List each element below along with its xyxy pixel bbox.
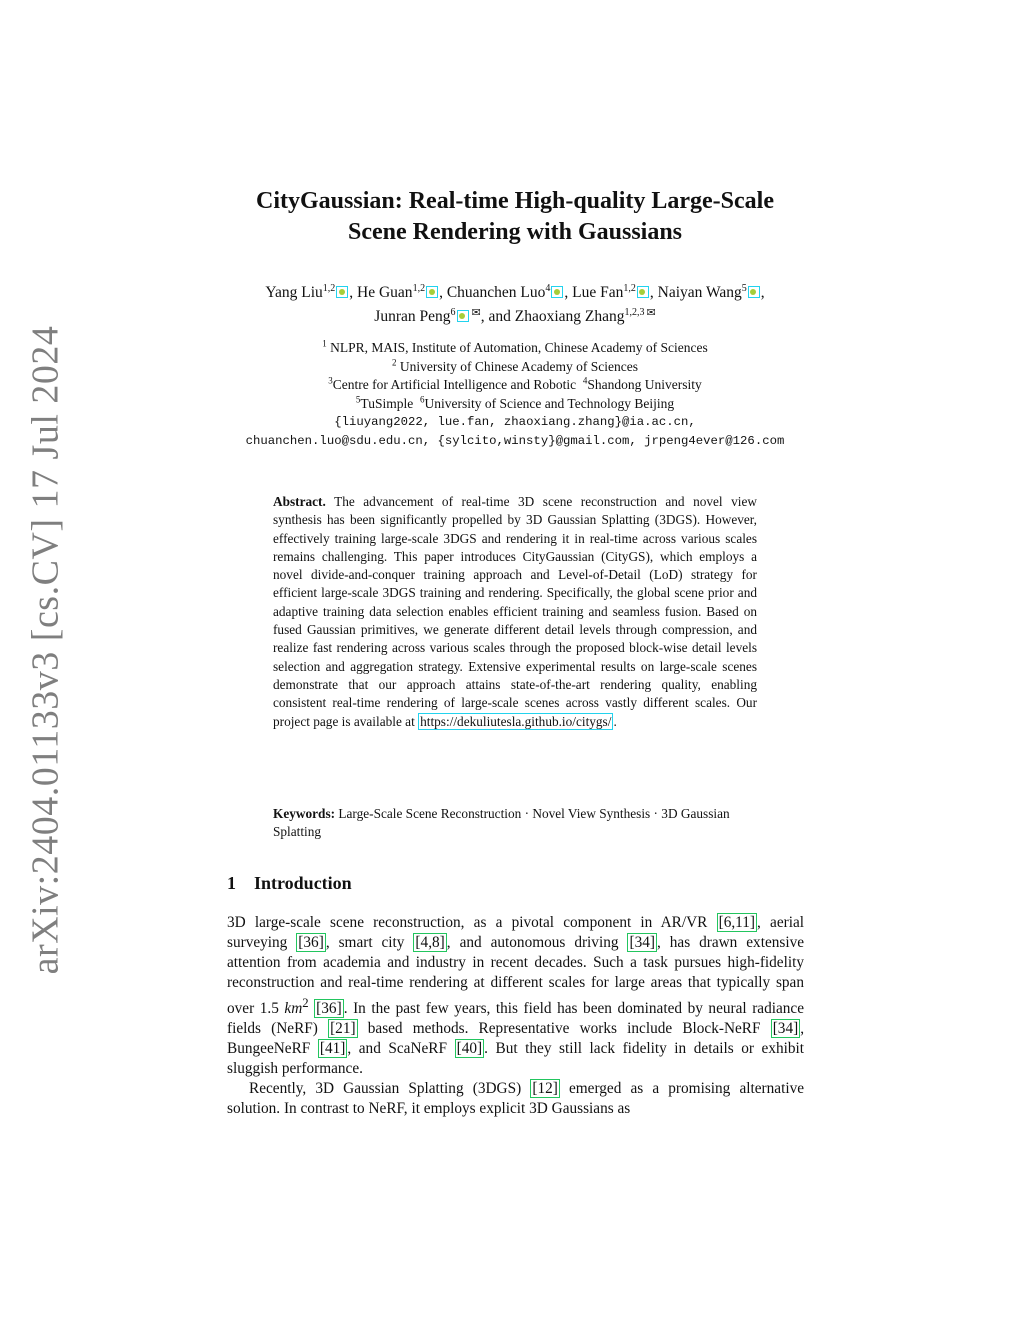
paper-title — [200, 186, 830, 248]
abstract-text: The advancement of real-time 3D scene reconstruction and novel view synthesis has been significantly propelled by 3D Gaussian Splatting (3DGS). However, effectively training large-scale 3DGS and rendering it in real-time across various scales remains challenging. This paper introduces CityGaussian (CityGS), which employs a novel divide-and-conquer training approach and Level-of-Detail (LoD) strategy for efficient large-scale 3DGS training and rendering. Specifically, the global scene prior and adaptive training data selection enables efficient training and seamless fusion. Based on fused Gaussian primitives, we generate different detail levels through compression, and realize fast rendering across various scales through the proposed block-wise detail levels selection and aggregation strategy. Extensive experimental results on large-scale scenes demonstrate that our approach attains state-of-the-art rendering quality, enabling consistent real-time rendering of large-scale scenes across vastly different scales. Our project page is available at — [273, 494, 757, 729]
email-line: chuanchen.luo@sdu.edu.cn, {sylcito,winsty}@gmail.com, jrpeng4ever@126.com — [245, 433, 785, 448]
title-line-2: Scene Rendering with Gaussians — [347, 219, 683, 245]
unit-exponent: 2 — [302, 996, 309, 1010]
affiliation-text: University of Chinese Academy of Sciences — [399, 358, 638, 374]
citation-number: 41 — [324, 1040, 341, 1058]
affiliation-marker: 3 — [328, 375, 333, 386]
author-line-1: Yang Liu$^{1,2}$ , He Guan$^{1,2}$ , Chuanchen Luo$^4$ , Lue Fan$^{1,2}$ , Naiyan Wang$^5$ , — [265, 282, 765, 301]
affiliation-text: Shandong University — [587, 377, 702, 392]
citation-number: 40 — [461, 1040, 477, 1058]
body-text-span: and ScaNeRF — [358, 1040, 448, 1058]
abstract-period: . — [613, 713, 617, 729]
author-name: He Guan — [357, 284, 413, 301]
citation-number: 34 — [634, 934, 650, 951]
affiliation-marker: 5 — [355, 394, 361, 404]
paragraph: 3D large-scale scene reconstruction, as a pivotal component in AR/VR [6,11] , aerial surveying [36] , smart city [4,8] , and autonomous driving [34] , has drawn extensive attention from academia and industry in recent decades. Such a task pursues high-fidelity reconstruction and real-time rendering at different scales for large areas that typically span over 1.5 $km^2$ [36] . In the past few years, this field has been dominated by neural radiance fields (NeRF) [21] based methods. Representative works include Block-NeRF [34] , BungeeNeRF [41] , and ScaNeRF [40] . But they still lack fidelity in details or exhibit sluggish performance. — [227, 914, 805, 1078]
orcid-icon[interactable] — [426, 286, 438, 298]
introduction-body — [227, 913, 804, 1119]
keywords-label: Keywords: — [273, 806, 336, 821]
author-affiliation-marker: 1,2 — [412, 282, 426, 294]
affiliation-marker: 1 — [322, 338, 327, 349]
unit-km: km — [284, 1000, 303, 1018]
author-name: Naiyan Wang — [657, 284, 742, 301]
citation-link[interactable]: [34] — [772, 1020, 799, 1038]
body-text-span: 3D large-scale scene reconstruction, as a pivotal component in AR/VR — [227, 914, 708, 931]
body-text-span: emerged as a promising alternative solution. In contrast to NeRF, it employs explicit 3D Gaussians as — [227, 1080, 805, 1118]
keywords-text: Large-Scale Scene Reconstruction · Novel View Synthesis · 3D Gaussian Splatting — [273, 806, 730, 840]
citation-link[interactable]: [41] — [319, 1040, 346, 1058]
author-affiliation-marker: 1,2,3 — [624, 306, 645, 318]
section-title: Introduction — [254, 873, 352, 893]
project-page-link[interactable]: https://dekuliutesla.github.io/citygs/ — [420, 713, 612, 729]
affiliation-text: NLPR, MAIS, Institute of Automation, Chinese Academy of Sciences — [330, 340, 708, 355]
author-name: Chuanchen Luo — [446, 284, 546, 301]
citation-number: 11 — [735, 914, 750, 931]
envelope-icon: ✉ — [646, 307, 656, 319]
affiliation-text: TuSimple — [360, 395, 414, 411]
keywords — [273, 805, 757, 842]
citation-link[interactable]: [12] — [532, 1080, 558, 1098]
affiliation-marker: 4 — [582, 375, 588, 386]
author-name: Yang Liu — [265, 284, 323, 301]
body-text-span: and autonomous driving — [459, 934, 619, 951]
author-list — [200, 283, 830, 327]
body-text-span: smart city — [338, 934, 405, 951]
body-text-span: aerial surveying — [227, 914, 804, 951]
author-name: and Zhaoxiang Zhang — [488, 308, 625, 325]
body-text-span: based methods. Representative works include Block-NeRF — [367, 1020, 761, 1038]
affiliation-text: University of Science and Technology Beijing — [424, 395, 675, 411]
citation-link[interactable]: [6,11] — [718, 914, 756, 931]
author-affiliation-marker: 1,2 — [623, 282, 636, 294]
abstract-label: Abstract. — [273, 494, 326, 509]
section-number: 1 — [227, 873, 236, 893]
citation-link[interactable]: [40] — [456, 1040, 483, 1058]
affiliation-marker: 2 — [392, 357, 397, 367]
orcid-icon[interactable] — [637, 286, 649, 298]
citation-number: 36 — [321, 1000, 337, 1018]
orcid-icon[interactable] — [457, 310, 469, 322]
body-text-span: Recently, 3D Gaussian Splatting (3DGS) — [249, 1080, 522, 1098]
affiliation-line — [200, 358, 830, 377]
author-name: Lue Fan — [572, 284, 624, 301]
affiliation-line — [200, 339, 830, 358]
citation-link[interactable]: [4,8] — [415, 934, 445, 951]
arxiv-identifier — [10, 325, 80, 975]
author-affiliation-marker: 4 — [545, 282, 551, 294]
citation-link[interactable]: [21] — [330, 1020, 356, 1038]
section-heading — [227, 873, 352, 894]
affiliation-text: Centre for Artificial Intelligence and Robotic — [332, 377, 577, 392]
author-line-2: Junran Peng$^6$ ✉, and Zhaoxiang Zhang$^{1,2,3}$ ✉ — [374, 306, 656, 325]
abstract — [273, 493, 757, 731]
orcid-icon[interactable] — [748, 286, 760, 298]
author-affiliation-marker: 5 — [741, 282, 747, 294]
body-text-span: BungeeNeRF — [227, 1040, 311, 1058]
citation-number: 34 — [777, 1020, 794, 1038]
affiliation-line — [200, 376, 830, 395]
author-affiliation-marker: 1,2 — [322, 282, 336, 294]
citation-number: 12 — [537, 1080, 553, 1098]
body-text-span: In the past few years, this field has been dominated by neural radiance fields (NeRF) — [227, 1000, 804, 1038]
citation-link[interactable]: [36] — [298, 934, 324, 951]
body-text-span: But they still lack fidelity in details or exhibit sluggish performance. — [227, 1040, 805, 1078]
paragraph — [227, 1079, 804, 1119]
orcid-icon[interactable] — [551, 286, 563, 298]
envelope-icon: ✉ — [471, 307, 481, 319]
email-line: {liuyang2022, lue.fan, zhaoxiang.zhang}@ia.ac.cn, — [334, 415, 696, 429]
affiliations — [200, 339, 830, 450]
citation-number: 4 — [420, 934, 429, 951]
citation-link[interactable]: [36] — [316, 1000, 342, 1018]
author-affiliation-marker: 6 — [450, 306, 456, 318]
orcid-icon[interactable] — [336, 286, 348, 298]
citation-number: 21 — [335, 1020, 351, 1038]
citation-number: 36 — [303, 934, 319, 951]
citation-number: 6 — [723, 914, 732, 931]
citation-link[interactable]: [34] — [629, 934, 655, 951]
affiliation-marker: 6 — [419, 394, 425, 404]
author-name: Junran Peng — [374, 308, 451, 325]
body-text-span: has drawn extensive attention from academia and industry in recent decades. Such a task pursues high-fidelity reconstruction and real-time rendering at different scales for large areas that typically span over 1.5 — [227, 934, 805, 1018]
arxiv-identifier-text: arXiv:2404.01133v3 [cs.CV] 17 Jul 2024 — [24, 325, 67, 975]
citation-number: 8 — [432, 934, 440, 951]
affiliation-line — [200, 395, 830, 414]
title-line-1: CityGaussian: Real-time High-quality Large-Scale — [256, 188, 774, 214]
